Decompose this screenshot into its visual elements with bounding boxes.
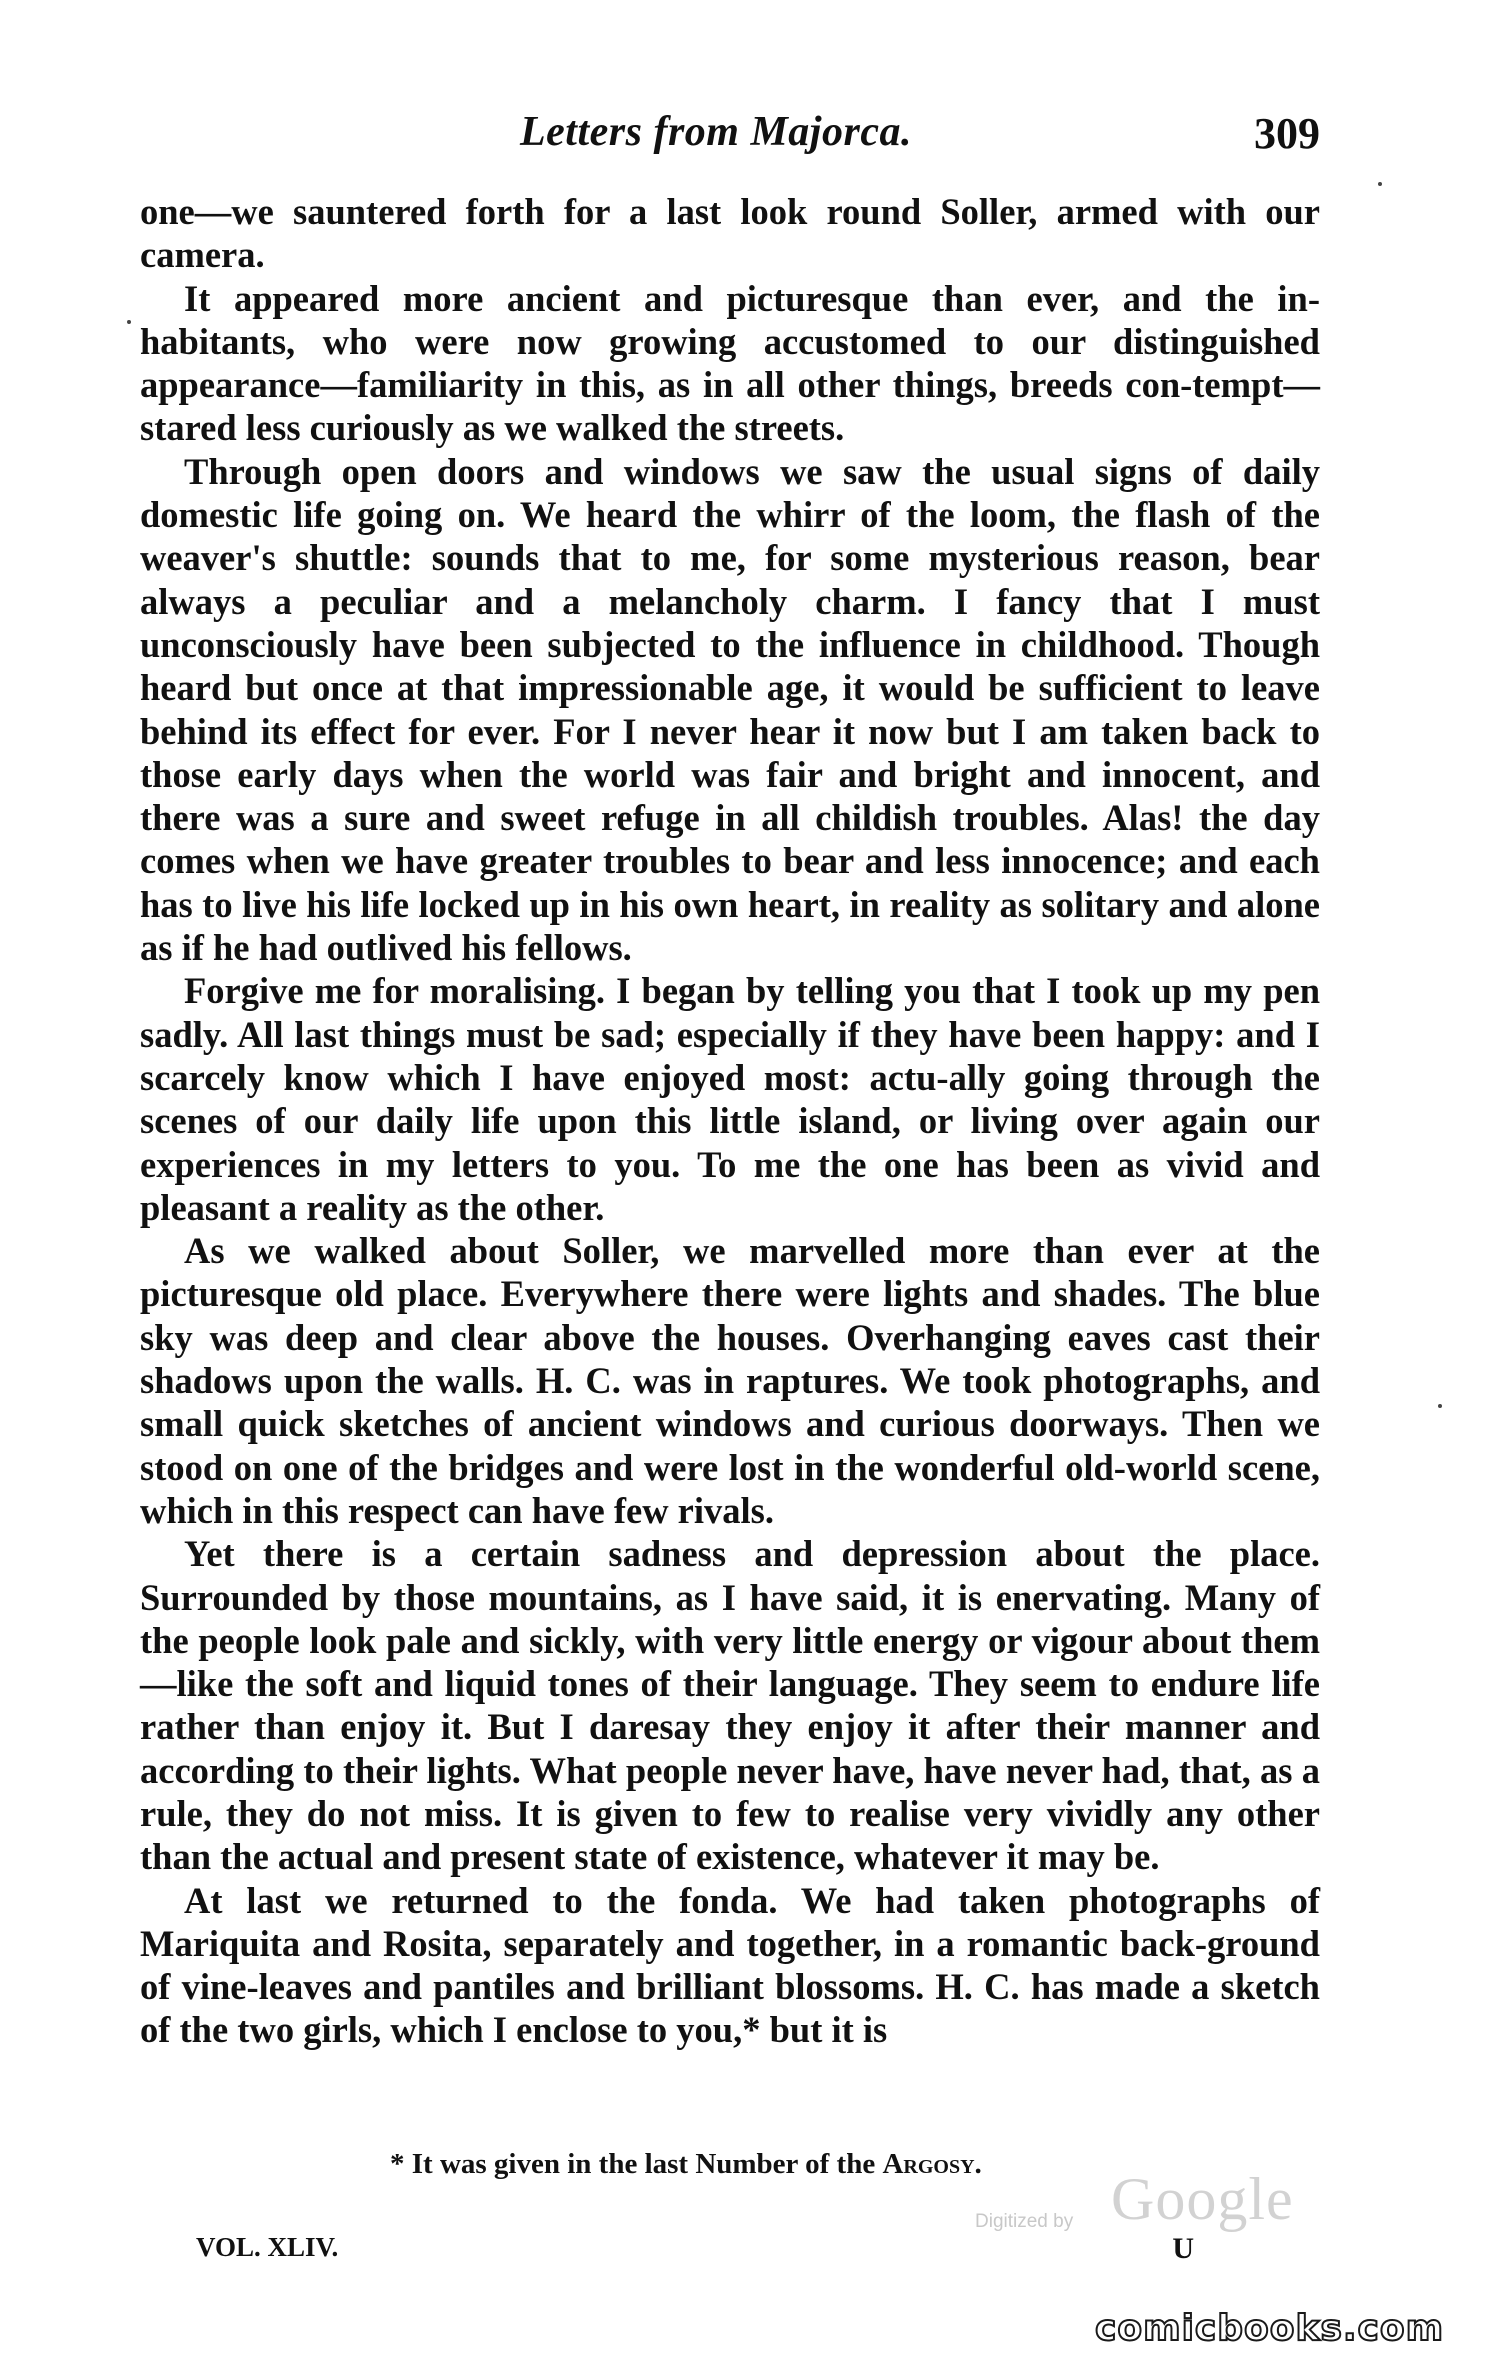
page-header bbox=[140, 108, 1320, 168]
google-digitized-watermark bbox=[975, 2165, 1295, 2245]
signature-mark: U bbox=[1172, 2232, 1194, 2265]
footnote-text: * It was given in the last Number of the bbox=[390, 2148, 883, 2180]
paragraph-1: one—we sauntered forth for a last look round Soller, armed with our camera. bbox=[140, 191, 1320, 276]
footnote-journal: Argosy. bbox=[882, 2148, 982, 2180]
volume-label: VOL. XLIV. bbox=[196, 2232, 339, 2262]
scan-speck bbox=[127, 320, 131, 324]
paragraph-6: Yet there is a certain sadness and depression about the place. Surrounded by those mountains, as I have said, it is enervating. Many of the people look pale and sickly, with very little energy or vigour about them—like the soft and liquid tones of their language. They seem to endure life rather than enjoy it. But I daresay they enjoy it after their manner and according to their lights. What people never have, have never had, that, as a rule, they do not miss. It is given to few to realise very vividly any other than the actual and present state of existence, whatever it may be. bbox=[140, 1533, 1320, 1878]
body-text bbox=[140, 190, 1320, 2052]
paragraph-7: At last we returned to the fonda. We had taken photographs of Mariquita and Rosita, separately and together, in a romantic back-ground of vine-leaves and pantiles and brilliant blossoms. H. C. has made a sketch of the two girls, which I enclose to you,* but it is bbox=[140, 1879, 1320, 2051]
page-number: 309 bbox=[1254, 109, 1320, 158]
paragraph-4: Forgive me for moralising. I began by telling you that I took up my pen sadly. All last things must be sad; especially if they have been happy: and I scarcely know which I have enjoyed most: actu-ally going through the scenes of our daily life upon this little island, or living over again our experiences in my letters to you. To me the one has been as vivid and pleasant a reality as the other. bbox=[140, 970, 1320, 1228]
paragraph-3: Through open doors and windows we saw the usual signs of daily domestic life going on. We heard the whirr of the loom, the flash of the weaver's shuttle: sounds that to me, for some mysterious reason, bear always a peculiar and a melancholy charm. I fancy that I must unconsciously have been subjected to the influence in childhood. Though heard but once at that impressionable age, it would be sufficient to leave behind its effect for ever. For I never hear it now but I am taken back to those early days when the world was fair and bright and innocent, and there was a sure and sweet refuge in all childish troubles. Alas! the day comes when we have greater troubles to bear and less innocence; and each has to live his life locked up in his own heart, in reality as solitary and alone as if he had outlived his fellows. bbox=[140, 450, 1320, 969]
site-watermark: comicbooks.com bbox=[1095, 2308, 1445, 2349]
google-logo: Google bbox=[1111, 2166, 1294, 2232]
scan-speck bbox=[1438, 1404, 1442, 1408]
digitized-by-label: Digitized by bbox=[975, 2211, 1074, 2232]
scan-speck bbox=[1378, 182, 1382, 186]
paragraph-2: It appeared more ancient and picturesque than ever, and the in-habitants, who were now growing accustomed to our distinguished appearance—familiarity in this, as in all other things, breeds con-tempt—stared less curiously as we walked the streets. bbox=[140, 277, 1320, 449]
running-head: Letters from Majorca. bbox=[520, 109, 912, 155]
footnote bbox=[390, 2148, 982, 2181]
paragraph-5: As we walked about Soller, we marvelled more than ever at the picturesque old place. Everywhere there were lights and shades. The blue sky was deep and clear above the houses. Overhanging eaves cast their shadows upon the walls. H. C. was in raptures. We took photographs, and small quick sketches of ancient windows and curious doorways. Then we stood on one of the bridges and were lost in the wonderful old-world scene, which in this respect can have few rivals. bbox=[140, 1230, 1320, 1531]
